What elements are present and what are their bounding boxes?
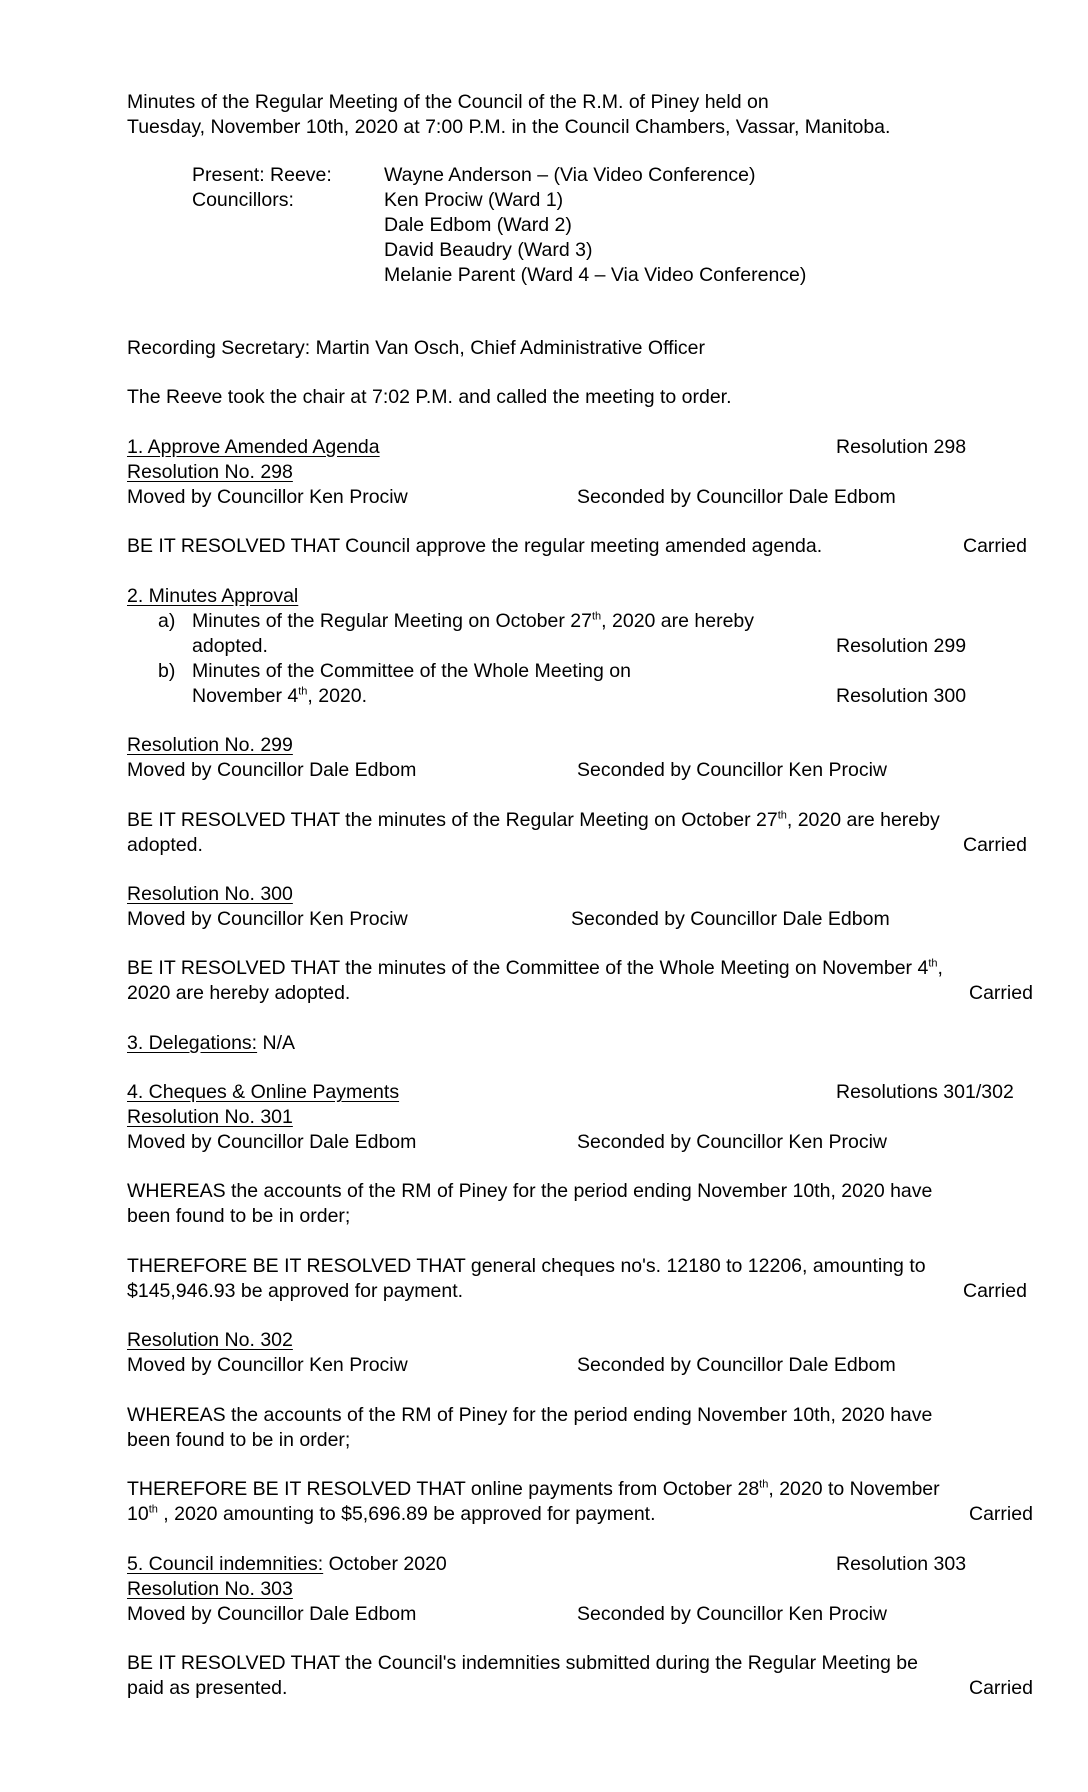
resolution-299-number: Resolution No. 299 [127, 734, 293, 756]
call-to-order: The Reeve took the chair at 7:02 P.M. and called the meeting to order. [127, 386, 732, 408]
resolution-302-seconded: Seconded by Councillor Dale Edbom [577, 1354, 896, 1376]
section-5-ref: Resolution 303 [836, 1553, 967, 1575]
resolution-299-text-line-1: BE IT RESOLVED THAT the minutes of the Regular Meeting on October 27th, 2020 are hereby [127, 809, 940, 831]
section-3 [127, 1031, 295, 1056]
attendee-reeve: Wayne Anderson – (Via Video Conference) [384, 164, 756, 186]
resolution-300-text-line-2: 2020 are hereby adopted. [127, 982, 351, 1004]
resolution-302-therefore-line-1: THEREFORE BE IT RESOLVED THAT online payments from October 28th, 2020 to November [127, 1478, 940, 1500]
resolution-303-text-line-2: paid as presented. [127, 1677, 288, 1699]
resolution-302-whereas-line-1: WHEREAS the accounts of the RM of Piney for the period ending November 10th, 2020 have [127, 1404, 933, 1426]
resolution-298-status: Carried [963, 535, 1027, 557]
section-3-value: N/A [257, 1032, 296, 1054]
item-b-line-1: Minutes of the Committee of the Whole Meeting on [192, 660, 631, 682]
section-1-heading: 1. Approve Amended Agenda [127, 436, 380, 458]
resolution-303-number: Resolution No. 303 [127, 1578, 293, 1600]
present-label: Present: Reeve: [192, 164, 332, 186]
resolution-302-therefore-line-2: 10th , 2020 amounting to $5,696.89 be approved for payment. [127, 1503, 656, 1525]
attendee-ward-2: Dale Edbom (Ward 2) [384, 214, 572, 236]
resolution-302-moved: Moved by Councillor Ken Prociw [127, 1354, 408, 1376]
section-5-heading: 5. Council indemnities: [127, 1553, 324, 1575]
resolution-301-whereas-line-2: been found to be in order; [127, 1205, 351, 1227]
section-1-ref: Resolution 298 [836, 436, 967, 458]
resolution-301-therefore-line-1: THEREFORE BE IT RESOLVED THAT general cheques no's. 12180 to 12206, amounting to [127, 1255, 926, 1277]
resolution-301-number: Resolution No. 301 [127, 1106, 293, 1128]
section-5 [127, 1552, 447, 1577]
resolution-299-text-line-2: adopted. [127, 834, 203, 856]
item-a-line-2: adopted. [192, 635, 268, 657]
resolution-303-moved: Moved by Councillor Dale Edbom [127, 1603, 417, 1625]
resolution-299-moved: Moved by Councillor Dale Edbom [127, 759, 417, 781]
header-line-2: Tuesday, November 10th, 2020 at 7:00 P.M. in the Council Chambers, Vassar, Manitoba. [127, 116, 891, 138]
resolution-301-moved: Moved by Councillor Dale Edbom [127, 1131, 417, 1153]
resolution-300-number: Resolution No. 300 [127, 883, 293, 905]
header-line-1: Minutes of the Regular Meeting of the Council of the R.M. of Piney held on [127, 91, 769, 113]
attendee-ward-4: Melanie Parent (Ward 4 – Via Video Conference) [384, 264, 807, 286]
item-b-line-2: November 4th, 2020. [192, 685, 368, 707]
resolution-299-status: Carried [963, 834, 1027, 856]
resolution-301-whereas-line-1: WHEREAS the accounts of the RM of Piney for the period ending November 10th, 2020 have [127, 1180, 933, 1202]
resolution-303-seconded: Seconded by Councillor Ken Prociw [577, 1603, 888, 1625]
resolution-302-whereas-line-2: been found to be in order; [127, 1429, 351, 1451]
resolution-302-status: Carried [969, 1503, 1033, 1525]
resolution-298-moved: Moved by Councillor Ken Prociw [127, 486, 408, 508]
item-b-ref: Resolution 300 [836, 685, 967, 707]
resolution-300-text-line-1: BE IT RESOLVED THAT the minutes of the Committee of the Whole Meeting on November 4th, [127, 957, 943, 979]
item-b-label: b) [158, 660, 176, 682]
resolution-300-status: Carried [969, 982, 1033, 1004]
resolution-298-seconded: Seconded by Councillor Dale Edbom [577, 486, 896, 508]
councillors-label: Councillors: [192, 189, 294, 211]
attendee-ward-1: Ken Prociw (Ward 1) [384, 189, 564, 211]
resolution-301-seconded: Seconded by Councillor Ken Prociw [577, 1131, 888, 1153]
section-4-ref: Resolutions 301/302 [836, 1081, 1014, 1103]
recording-secretary: Recording Secretary: Martin Van Osch, Chief Administrative Officer [127, 337, 706, 359]
item-a-ref: Resolution 299 [836, 635, 967, 657]
section-5-value: October 2020 [323, 1553, 447, 1575]
resolution-301-therefore-line-2: $145,946.93 be approved for payment. [127, 1280, 464, 1302]
resolution-300-moved: Moved by Councillor Ken Prociw [127, 908, 408, 930]
section-3-heading: 3. Delegations: [127, 1032, 258, 1054]
resolution-298-text: BE IT RESOLVED THAT Council approve the regular meeting amended agenda. [127, 535, 823, 557]
resolution-299-seconded: Seconded by Councillor Ken Prociw [577, 759, 888, 781]
attendee-ward-3: David Beaudry (Ward 3) [384, 239, 593, 261]
resolution-302-number: Resolution No. 302 [127, 1329, 293, 1351]
resolution-303-status: Carried [969, 1677, 1033, 1699]
item-a-label: a) [158, 610, 176, 632]
item-a-line-1: Minutes of the Regular Meeting on October 27th, 2020 are hereby [192, 610, 755, 632]
resolution-298-number: Resolution No. 298 [127, 461, 293, 483]
resolution-303-text-line-1: BE IT RESOLVED THAT the Council's indemnities submitted during the Regular Meeting be [127, 1652, 918, 1674]
section-4-heading: 4. Cheques & Online Payments [127, 1081, 400, 1103]
resolution-301-status: Carried [963, 1280, 1027, 1302]
section-2-heading: 2. Minutes Approval [127, 585, 299, 607]
resolution-300-seconded: Seconded by Councillor Dale Edbom [571, 908, 890, 930]
